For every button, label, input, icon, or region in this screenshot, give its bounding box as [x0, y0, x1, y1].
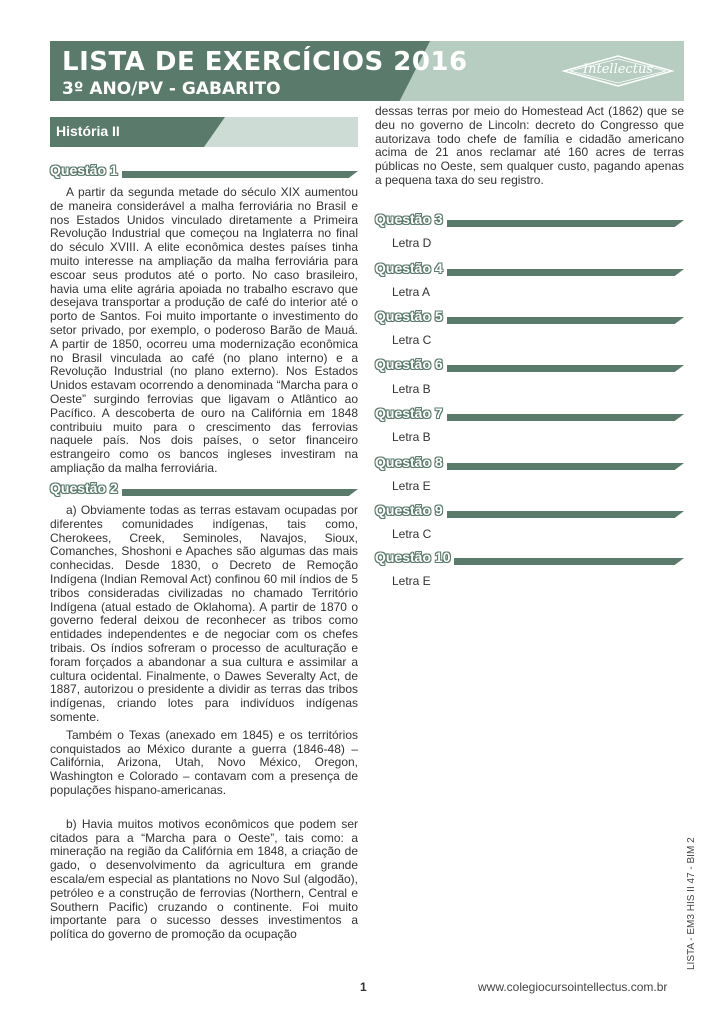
question-1-text: [50, 186, 358, 476]
question-9-header: [375, 503, 684, 519]
intellectus-logo: [562, 54, 674, 88]
answer-text: Letra C: [392, 333, 432, 347]
page-number: 1: [360, 980, 367, 994]
paragraph: b) Havia muitos motivos econômicos que podem ser citados para a “Marcha para o Oeste”, tais como: a mineração na região da Califórnia em 1848, a criação de gado, o desenvolvimento da agricultura em grande escala/em especial as plantations no Novo Sul (algodão), petróleo e a construção de ferrovias (Northern, Central e Southern Pacific) cruzando o continente. Foi muito importante para o sucesso desses investimentos a política do governo de promoção da ocupação: [50, 816, 358, 942]
question-label: Questão 10: [375, 549, 454, 565]
subject-bar: [50, 117, 358, 147]
question-6-header: [375, 357, 684, 373]
question-label: Questão 9: [375, 502, 447, 518]
question-label: Questão 8: [375, 454, 447, 470]
document-subtitle: 3º ANO/PV - GABARITO: [62, 79, 281, 99]
answer-text: Letra E: [392, 479, 431, 493]
document-code: LISTA - EM3 HIS II 47 - BIM 2: [686, 837, 697, 970]
question-10-header: [375, 550, 684, 566]
answer-text: Letra E: [392, 574, 431, 588]
page-header: [50, 41, 684, 101]
question-2-header: [50, 481, 358, 497]
question-label: Questão 6: [375, 356, 447, 372]
question-5-header: [375, 309, 684, 325]
question-label: Questão 5: [375, 308, 447, 324]
subject-label: História II: [56, 123, 120, 139]
question-2-continuation: [375, 105, 684, 188]
question-7-header: [375, 406, 684, 422]
question-1-header: [50, 163, 358, 179]
question-label: Questão 1: [50, 162, 122, 178]
question-2-text: [50, 504, 358, 942]
paragraph: a) Obviamente todas as terras estavam ocupadas por diferentes comunidades indígenas, tais como, Cherokees, Creek, Seminoles, Navajos, Sioux, Comanches, Shoshoni e Apaches são algumas das mais conhecidas. Desde 1830, o Decreto de Remoção Indígena (Indian Removal Act) confinou 60 mil índios de 5 tribos consideradas civilizadas no chamado Território Indígena (atual estado de Oklahoma). A partir de 1870 o governo federal deixou de reconhecer as tribos como entidades independentes e de negociar com os chefes tribais. Os índios sofreram o processo de aculturação e foram forçados a abandonar a sua cultura e assimilar a cultura ocidental. Finalmente, o Dawes Severalty Act, de 1887, autorizou o presidente a dividir as terras das tribos indígenas, criando lotes para indivíduos indígenas somente.: [50, 503, 358, 724]
answer-text: Letra B: [392, 382, 431, 396]
question-8-header: [375, 455, 684, 471]
answer-text: Letra B: [392, 430, 431, 444]
logo-text: Intellectus: [583, 62, 653, 77]
question-label: Questão 4: [375, 260, 447, 276]
paragraph: dessas terras por meio do Homestead Act (1862) que se deu no governo de Lincoln: decreto do Congresso que autorizava todo chefe de família e cidadão americano acima de 21 anos reclamar até 160 acres de terras públicas no Oeste, sem qualquer custo, pagando apenas a pequena taxa do seu registro.: [375, 104, 684, 187]
website-link[interactable]: www.colegiocursointellectus.com.br: [478, 980, 668, 994]
paragraph: Também o Texas (anexado em 1845) e os territórios conquistados ao México durante a guerra (1846-48) – Califórnia, Arizona, Utah, Novo México, Oregon, Washington e Colorado – contavam com a presença de populações hispano-americanas.: [50, 727, 358, 797]
answer-text: Letra A: [392, 285, 431, 299]
question-3-header: [375, 212, 684, 228]
paragraph: A partir da segunda metade do século XIX aumentou de maneira considerável a malha ferroviária no Brasil e nos Estados Unidos vinculado diretamente a Primeira Revolução Industrial que começou na Inglaterra no final do século XVIII. A elite econômica destes países tinha muito interesse na ampliação da malha ferroviária para escoar seus produtos até o porto. No caso brasileiro, havia uma elite agrária apoiada no trabalho escravo que desejava transportar a produção de café do interior até o porto de Santos. Foi muito importante o investimento do setor privado, por exemplo, o poderoso Barão de Mauá. A partir de 1850, ocorreu uma modernização econômica no Brasil vinculada ao café (no plano interno) e a Revolução Industrial (no plano externo). Nos Estados Unidos estavam ocorrendo a denominada “Marcha para o Oeste” surgindo ferrovias que ligavam o Atlântico ao Pacífico. A descoberta de ouro na Califórnia em 1848 contribuiu muito para o crescimento das ferrovias naquele país. Nos dois países, o setor financeiro estrangeiro como os bancos ingleses investiram na ampliação da malha ferroviária.: [50, 185, 358, 475]
answer-text: Letra C: [392, 527, 432, 541]
question-label: Questão 3: [375, 211, 447, 227]
answer-text: Letra D: [392, 236, 432, 250]
question-label: Questão 7: [375, 405, 447, 421]
question-4-header: [375, 261, 684, 277]
document-title: LISTA DE EXERCÍCIOS 2016: [62, 47, 468, 77]
question-label: Questão 2: [50, 480, 122, 496]
